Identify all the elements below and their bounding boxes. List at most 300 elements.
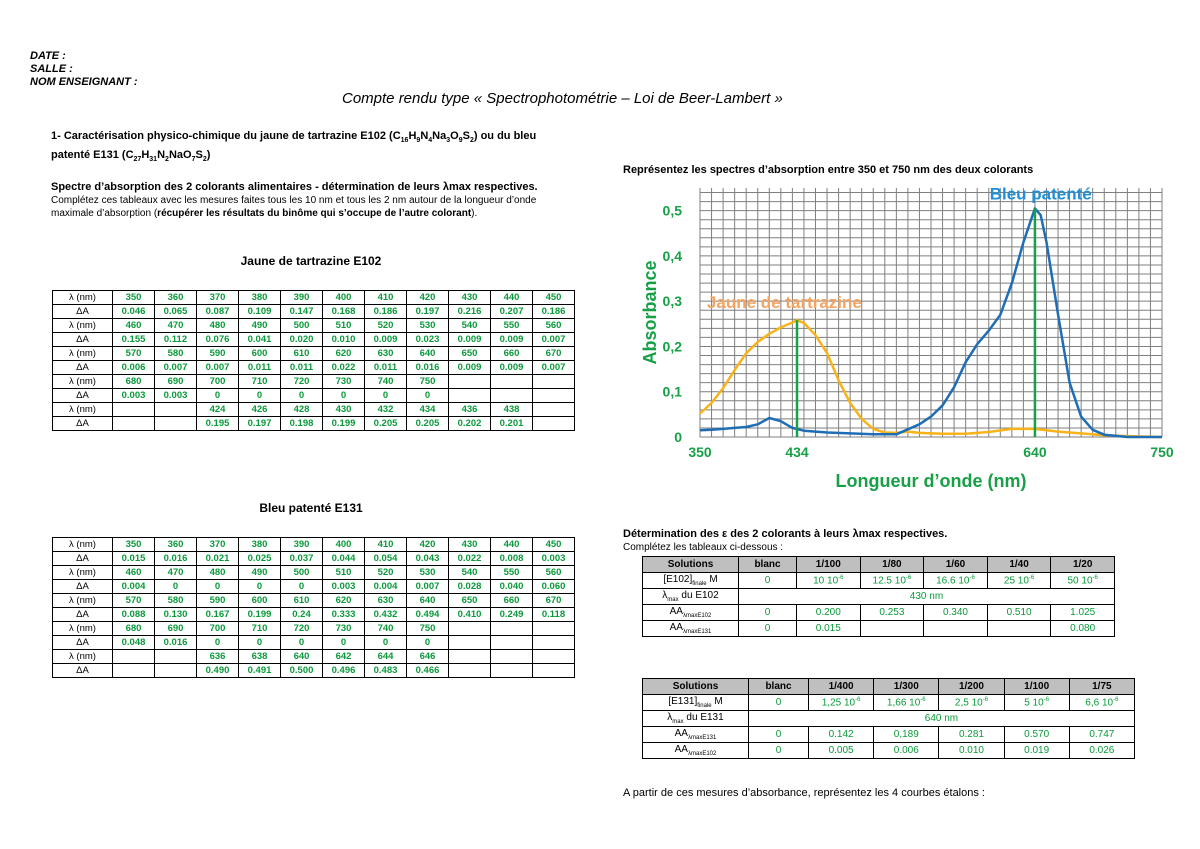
row-label: ΔA	[53, 389, 113, 403]
table-cell: 426	[239, 403, 281, 417]
table-cell: 0.060	[533, 580, 575, 594]
table-cell: 0.006	[874, 743, 939, 759]
row-label: λ (nm)	[53, 347, 113, 361]
row-label: λ (nm)	[53, 319, 113, 333]
table-cell: 730	[323, 375, 365, 389]
table-cell: 0.008	[491, 552, 533, 566]
table-cell: 400	[323, 538, 365, 552]
table-cell: 410	[365, 538, 407, 552]
table-cell	[155, 417, 197, 431]
section2-subtitle: Complétez les tableaux ci-dessous :	[623, 542, 784, 553]
table-cell: 0.037	[281, 552, 323, 566]
table-cell: 0.496	[323, 664, 365, 678]
column-header: 1/75	[1069, 679, 1134, 695]
table-cell: 0.24	[281, 608, 323, 622]
table-cell: 638	[239, 650, 281, 664]
row-label: $[E131]_{finale}$ M	[643, 695, 749, 711]
table-cell: 0	[407, 389, 449, 403]
table-cell: 720	[281, 375, 323, 389]
table-cell: 0	[155, 580, 197, 594]
table-cell	[533, 389, 575, 403]
table-cell: 620	[323, 594, 365, 608]
x-tick-label: 640	[1023, 444, 1047, 460]
table-cell: 434	[407, 403, 449, 417]
table-cell: 650	[449, 594, 491, 608]
table-cell: 600	[239, 594, 281, 608]
column-header: 1/100	[797, 557, 861, 573]
table-cell: 25 $10^{-6}$	[987, 573, 1051, 589]
row-label: ΔA	[53, 580, 113, 594]
table-cell: 0.205	[365, 417, 407, 431]
table-cell: 440	[491, 538, 533, 552]
table-cell	[533, 417, 575, 431]
table-cell: 0.025	[239, 552, 281, 566]
table-cell: 610	[281, 594, 323, 608]
table-cell: 430	[449, 291, 491, 305]
table-row	[643, 605, 1115, 621]
y-tick-label: 0,4	[662, 247, 682, 264]
table-cell: 430 nm	[739, 589, 1115, 605]
x-tick-label: 750	[1150, 444, 1174, 460]
column-header: 1/300	[874, 679, 939, 695]
table-row	[53, 319, 575, 333]
table-cell: 0.010	[323, 333, 365, 347]
table-cell	[113, 403, 155, 417]
table-cell: 0.253	[860, 605, 924, 621]
table-cell: 0.009	[365, 333, 407, 347]
table-cell: 438	[491, 403, 533, 417]
table-cell: 750	[407, 622, 449, 636]
y-tick-label: 0,3	[662, 293, 682, 310]
salle-label: SALLE :	[30, 63, 73, 75]
table-cell: 440	[491, 291, 533, 305]
table-cell: 730	[323, 622, 365, 636]
column-header: Solutions	[643, 557, 739, 573]
table-cell: 0.005	[809, 743, 874, 759]
y-tick-label: 0,5	[662, 202, 682, 219]
table-cell: 450	[533, 538, 575, 552]
table-cell	[449, 375, 491, 389]
section1-title: 1- Caractérisation physico-chimique du jaune de tartrazine E102 $(C_{16}H_9N_4Na_3O_9S_2)$ ou du bleu patenté E131 $(C_{27}H_{31}N_2NaO_7S_2)$	[51, 130, 537, 164]
table-row	[643, 573, 1115, 589]
table-row	[53, 566, 575, 580]
table-cell: 470	[155, 566, 197, 580]
table-row	[53, 291, 575, 305]
table-cell: 560	[533, 566, 575, 580]
table-cell: 6,6 $10^{-6}$	[1069, 695, 1134, 711]
table-cell: 680	[113, 375, 155, 389]
table-cell: 620	[323, 347, 365, 361]
table-cell: 0.028	[449, 580, 491, 594]
table-cell: 0.009	[449, 361, 491, 375]
row-label: λ (nm)	[53, 375, 113, 389]
table-row	[643, 695, 1135, 711]
table-cell: 646	[407, 650, 449, 664]
table-cell: 420	[407, 291, 449, 305]
chart-title: Représentez les spectres d’absorption entre 350 et 750 nm des deux colorants	[623, 164, 1034, 176]
table-cell: 0.080	[1051, 621, 1115, 637]
table-cell: 680	[113, 622, 155, 636]
table-cell: 360	[155, 291, 197, 305]
table-cell: 570	[113, 594, 155, 608]
column-header: blanc	[749, 679, 809, 695]
page-title: Compte rendu type « Spectrophotométrie – Loi de Beer-Lambert »	[342, 90, 783, 107]
table-cell: 0.494	[407, 608, 449, 622]
table-cell	[449, 636, 491, 650]
table-cell: 0	[749, 727, 809, 743]
table-cell: 0.016	[155, 636, 197, 650]
table-cell: 540	[449, 566, 491, 580]
teacher-label: NOM ENSEIGNANT :	[30, 76, 138, 88]
table-cell: 0.046	[113, 305, 155, 319]
table-cell: 0,189	[874, 727, 939, 743]
table-cell: 600	[239, 347, 281, 361]
table-cell: 370	[197, 291, 239, 305]
row-label: $AA_{\lambda maxE102}$	[643, 605, 739, 621]
table-cell: 0.281	[939, 727, 1004, 743]
table-cell: 0.207	[491, 305, 533, 319]
table-cell: 0.015	[113, 552, 155, 566]
table-cell: 0.010	[939, 743, 1004, 759]
table-cell	[155, 664, 197, 678]
table-cell: 0.410	[449, 608, 491, 622]
row-label: $\lambda_{max}$ du E102	[643, 589, 739, 605]
table-cell: 0.016	[155, 552, 197, 566]
table-cell: 424	[197, 403, 239, 417]
table-cell: 0.009	[491, 361, 533, 375]
table-row	[53, 347, 575, 361]
table-cell: 50 $10^{-6}$	[1051, 573, 1115, 589]
table-cell: 0.040	[491, 580, 533, 594]
table-cell: 500	[281, 319, 323, 333]
table-cell	[491, 622, 533, 636]
table-cell	[533, 375, 575, 389]
table-cell: 650	[449, 347, 491, 361]
table-cell: 0.500	[281, 664, 323, 678]
table-row	[53, 552, 575, 566]
section1-instructions	[51, 194, 571, 220]
row-label: λ (nm)	[53, 622, 113, 636]
table-row	[53, 608, 575, 622]
table-cell: 570	[113, 347, 155, 361]
table-cell: 0.491	[239, 664, 281, 678]
table-cell: 0.022	[323, 361, 365, 375]
table-cell	[449, 622, 491, 636]
row-label: ΔA	[53, 636, 113, 650]
table-row	[643, 727, 1135, 743]
table-cell: 436	[449, 403, 491, 417]
table-cell: 2,5 $10^{-6}$	[939, 695, 1004, 711]
table-cell: 0.186	[533, 305, 575, 319]
row-label: ΔA	[53, 305, 113, 319]
table-row	[53, 375, 575, 389]
table-cell: 630	[365, 347, 407, 361]
table-row	[53, 403, 575, 417]
table-cell: 0.167	[197, 608, 239, 622]
table-row	[643, 589, 1115, 605]
table-cell: 0.155	[113, 333, 155, 347]
table-cell: 0	[197, 580, 239, 594]
date-label: DATE :	[30, 50, 66, 62]
table-cell: 510	[323, 566, 365, 580]
table-cell: 610	[281, 347, 323, 361]
row-label: $\lambda_{max}$ du E131	[643, 711, 749, 727]
table-cell: 0	[197, 389, 239, 403]
table-cell: 0	[739, 573, 797, 589]
table-cell: 0.026	[1069, 743, 1134, 759]
table-cell: 0.205	[407, 417, 449, 431]
table-cell: 640 nm	[749, 711, 1135, 727]
row-label: λ (nm)	[53, 650, 113, 664]
table-cell	[533, 664, 575, 678]
table-cell: 16.6 $10^{-6}$	[924, 573, 988, 589]
table-cell: 700	[197, 375, 239, 389]
table-cell: 490	[239, 319, 281, 333]
table-cell: 690	[155, 622, 197, 636]
table-cell: 630	[365, 594, 407, 608]
table-cell: 5 $10^{-6}$	[1004, 695, 1069, 711]
row-label: $AA_{\lambda maxE131}$	[643, 621, 739, 637]
table-cell: 530	[407, 566, 449, 580]
y-tick-label: 0,1	[662, 383, 682, 400]
table-cell: 642	[323, 650, 365, 664]
row-label: ΔA	[53, 417, 113, 431]
table-cell	[860, 621, 924, 637]
y-axis-label: Absorbance	[640, 260, 660, 365]
table-cell	[491, 636, 533, 650]
row-label: $[E102]_{finale}$ M	[643, 573, 739, 589]
table-cell	[533, 650, 575, 664]
section2-title: Détermination des ε des 2 colorants à leurs λmax respectives.	[623, 528, 948, 540]
table-cell: 590	[197, 594, 239, 608]
table-cell: 0.216	[449, 305, 491, 319]
row-label: ΔA	[53, 361, 113, 375]
table-cell: 380	[239, 538, 281, 552]
table-cell: 390	[281, 538, 323, 552]
table-cell: 0.007	[533, 361, 575, 375]
table-cell: 0	[197, 636, 239, 650]
table-cell: 0.011	[281, 361, 323, 375]
row-label: ΔA	[53, 664, 113, 678]
table-cell	[491, 389, 533, 403]
table-cell: 390	[281, 291, 323, 305]
table-cell: 0.043	[407, 552, 449, 566]
table-cell: 0	[739, 605, 797, 621]
table-cell: 520	[365, 566, 407, 580]
table-cell: 380	[239, 291, 281, 305]
table-cell: 0.109	[239, 305, 281, 319]
table-cell: 470	[155, 319, 197, 333]
table-row	[53, 664, 575, 678]
table-cell: 700	[197, 622, 239, 636]
table-cell: 590	[197, 347, 239, 361]
table-cell: 430	[323, 403, 365, 417]
table-cell: 0.197	[239, 417, 281, 431]
table-epsilon-e102	[642, 556, 1115, 637]
table-cell	[449, 650, 491, 664]
table-cell	[533, 622, 575, 636]
table-cell: 0.041	[239, 333, 281, 347]
table-cell: 0.747	[1069, 727, 1134, 743]
table-cell: 0.022	[449, 552, 491, 566]
section1-title-text2: patenté E131 (C	[51, 149, 134, 162]
table-cell: 0	[749, 695, 809, 711]
table-cell: 450	[533, 291, 575, 305]
table-cell: 480	[197, 319, 239, 333]
table-cell: 410	[365, 291, 407, 305]
table-row	[53, 636, 575, 650]
table-cell: 0	[739, 621, 797, 637]
table-cell: 10 $10^{-6}$	[797, 573, 861, 589]
table-cell: 670	[533, 347, 575, 361]
table-cell: 0.130	[155, 608, 197, 622]
table-cell: 670	[533, 594, 575, 608]
table-cell: 0.483	[365, 664, 407, 678]
table-cell: 640	[407, 347, 449, 361]
table-cell: 1.025	[1051, 605, 1115, 621]
table-cell: 0.147	[281, 305, 323, 319]
table-cell: 0.333	[323, 608, 365, 622]
header-fields	[30, 50, 138, 89]
table-cell	[155, 403, 197, 417]
table-cell	[449, 664, 491, 678]
table-cell: 0.011	[365, 361, 407, 375]
instructions-text: Complétez ces tableaux avec les mesures faites tous les 10 nm et tous les 2 nm autour de la longueur d’onde maximale d’absorption (	[51, 195, 537, 219]
table-cell	[491, 375, 533, 389]
table-row	[53, 389, 575, 403]
table-cell: 0.199	[323, 417, 365, 431]
row-label: $AA_{\lambda maxE102}$	[643, 743, 749, 759]
column-header: 1/100	[1004, 679, 1069, 695]
footer-instruction: A partir de ces mesures d’absorbance, représentez les 4 courbes étalons :	[623, 787, 985, 799]
table-cell: 644	[365, 650, 407, 664]
section1-title-text1: 1- Caractérisation physico-chimique du jaune de tartrazine E102 (C	[51, 130, 401, 142]
table-cell: 0.019	[1004, 743, 1069, 759]
table-cell: 0.466	[407, 664, 449, 678]
table-row	[53, 622, 575, 636]
table-cell: 0.340	[924, 605, 988, 621]
table-cell: 0.006	[113, 361, 155, 375]
table-cell	[924, 621, 988, 637]
table-cell: 350	[113, 538, 155, 552]
table-cell: 350	[113, 291, 155, 305]
column-header: 1/20	[1051, 557, 1115, 573]
table-cell: 550	[491, 319, 533, 333]
table-cell: 0.007	[197, 361, 239, 375]
table-cell: 0.195	[197, 417, 239, 431]
table-row	[53, 594, 575, 608]
y-tick-label: 0	[674, 429, 682, 445]
column-header: 1/60	[924, 557, 988, 573]
table-cell: 750	[407, 375, 449, 389]
table-cell: 480	[197, 566, 239, 580]
spectrum-chart	[630, 180, 1180, 500]
table-cell: 0.007	[155, 361, 197, 375]
table-cell: 640	[407, 594, 449, 608]
table-cell: 0.076	[197, 333, 239, 347]
table-row	[643, 711, 1135, 727]
table-cell: 0	[323, 389, 365, 403]
table-cell: 540	[449, 319, 491, 333]
header-row	[643, 679, 1135, 695]
table-cell	[113, 650, 155, 664]
y-tick-label: 0,2	[662, 338, 682, 355]
row-label: ΔA	[53, 608, 113, 622]
table-cell: 550	[491, 566, 533, 580]
instructions-bold: récupérer les résultats du binôme qui s’occupe de l’autre colorant	[157, 208, 472, 219]
table-cell: 0.004	[365, 580, 407, 594]
table-cell: 0.023	[407, 333, 449, 347]
table-cell: 580	[155, 347, 197, 361]
table-cell: 0.009	[491, 333, 533, 347]
table-cell	[987, 621, 1051, 637]
table-cell: 710	[239, 622, 281, 636]
column-header: 1/80	[860, 557, 924, 573]
table-cell	[113, 664, 155, 678]
table-cell: 0.168	[323, 305, 365, 319]
table-cell: 0.198	[281, 417, 323, 431]
table-cell: 0.020	[281, 333, 323, 347]
table-cell: 0.044	[323, 552, 365, 566]
table-cell: 0	[239, 389, 281, 403]
table-cell: 510	[323, 319, 365, 333]
table-cell: 0.118	[533, 608, 575, 622]
table-row	[53, 538, 575, 552]
table-cell	[113, 417, 155, 431]
table-cell: 0	[281, 636, 323, 650]
table-cell: 660	[491, 594, 533, 608]
row-label: λ (nm)	[53, 566, 113, 580]
table-cell: 460	[113, 319, 155, 333]
column-header: 1/40	[987, 557, 1051, 573]
table-e131	[52, 537, 575, 678]
table-row	[53, 361, 575, 375]
row-label: λ (nm)	[53, 594, 113, 608]
table-cell: 0	[239, 580, 281, 594]
table-cell: 460	[113, 566, 155, 580]
table-row	[53, 580, 575, 594]
table-row	[53, 650, 575, 664]
table-cell: 560	[533, 319, 575, 333]
table-cell: 430	[449, 538, 491, 552]
table-cell: 420	[407, 538, 449, 552]
column-header: 1/400	[809, 679, 874, 695]
header-row	[643, 557, 1115, 573]
table-e131-caption: Bleu patenté E131	[259, 501, 363, 515]
column-header: Solutions	[643, 679, 749, 695]
table-row	[643, 743, 1135, 759]
table-cell	[449, 389, 491, 403]
table-cell: 0.003	[155, 389, 197, 403]
table-cell	[533, 403, 575, 417]
table-cell: 0.007	[407, 580, 449, 594]
table-cell: 660	[491, 347, 533, 361]
table-cell: 360	[155, 538, 197, 552]
table-e102-caption: Jaune de tartrazine E102	[240, 254, 382, 268]
table-cell: 0	[365, 389, 407, 403]
table-cell: 12.5 $10^{-6}$	[860, 573, 924, 589]
table-cell: 1,25 $10^{-6}$	[809, 695, 874, 711]
table-cell: 428	[281, 403, 323, 417]
table-cell: 0.186	[365, 305, 407, 319]
table-cell: 0.048	[113, 636, 155, 650]
column-header: 1/200	[939, 679, 1004, 695]
table-epsilon-e131	[642, 678, 1135, 759]
table-cell: 0.197	[407, 305, 449, 319]
table-cell: 490	[239, 566, 281, 580]
table-cell: 0.009	[449, 333, 491, 347]
table-cell: 0	[407, 636, 449, 650]
